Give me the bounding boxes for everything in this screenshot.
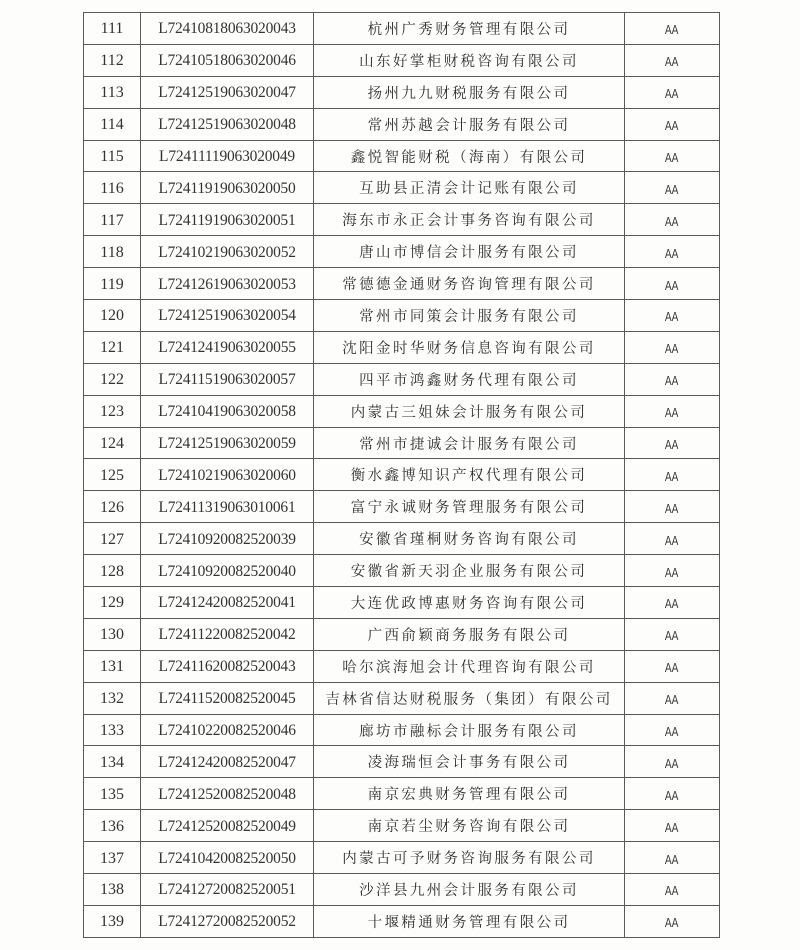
rating-grade: AA: [665, 724, 679, 740]
company-name: 南京宏典财务管理有限公司: [367, 787, 571, 804]
rating-grade: AA: [665, 692, 679, 708]
rating-grade-cell: [625, 108, 720, 140]
rating-grade-cell: [625, 746, 720, 778]
row-number: 120: [100, 307, 124, 325]
certificate-code-cell: [141, 427, 314, 459]
row-number-cell: [84, 459, 141, 491]
row-number: 121: [100, 339, 124, 357]
rating-grade-cell: [625, 459, 720, 491]
table-row: [84, 874, 720, 906]
row-number: 119: [100, 275, 124, 293]
table-row: [84, 268, 720, 300]
row-number-cell: [84, 555, 141, 587]
rating-grade-cell: [625, 842, 720, 874]
table-row: [84, 523, 720, 555]
certificate-code-cell: [141, 44, 314, 76]
company-name: 常州苏越会计服务有限公司: [367, 117, 571, 134]
row-number: 133: [100, 722, 124, 740]
rating-grade: AA: [665, 405, 679, 421]
rating-grade: AA: [665, 54, 679, 70]
certificate-code: L72410518063020046: [158, 52, 296, 70]
row-number-cell: [84, 331, 141, 363]
rating-grade: AA: [665, 245, 679, 261]
certificate-code-cell: [141, 76, 314, 108]
rating-grade: AA: [665, 150, 679, 165]
company-name-cell: [314, 905, 625, 937]
company-name: 凌海瑞恒会计事务有限公司: [367, 755, 571, 772]
rating-grade-cell: [625, 905, 720, 937]
certificate-code-cell: [141, 172, 314, 204]
company-name: 南京若尘财务咨询有限公司: [367, 819, 571, 836]
rating-grade: AA: [665, 468, 679, 484]
company-name: 吉林省信达财税服务（集团）有限公司: [325, 691, 613, 708]
certificate-code: L72411119063020049: [159, 148, 295, 165]
company-name: 富宁永诚财务管理服务有限公司: [350, 500, 588, 517]
rating-grade: AA: [665, 628, 679, 644]
company-name: 十堰精通财务管理有限公司: [367, 914, 571, 931]
table-row: [84, 204, 720, 236]
table-row: [84, 555, 720, 587]
table-row: [84, 778, 720, 810]
certificate-code: L72412419063020055: [158, 339, 296, 357]
company-name: 安徽省瑾桐财务咨询有限公司: [359, 532, 579, 549]
rating-grade: AA: [665, 532, 679, 548]
company-name: 常州市捷诚会计服务有限公司: [359, 436, 579, 453]
row-number-cell: [84, 108, 141, 140]
rating-grade-cell: [625, 300, 720, 332]
row-number: 129: [100, 594, 124, 612]
certificate-code: L72411919063020050: [158, 179, 296, 197]
row-number-cell: [84, 363, 141, 395]
company-name-cell: [314, 523, 625, 555]
company-name-cell: [314, 172, 625, 204]
row-number: 124: [100, 435, 124, 453]
certificate-code: L72411919063020051: [158, 211, 296, 229]
row-number-cell: [84, 427, 141, 459]
row-number: 126: [100, 498, 124, 516]
certificate-code-cell: [141, 395, 314, 427]
row-number-cell: [84, 842, 141, 874]
company-name-cell: [314, 778, 625, 810]
table-row: [84, 236, 720, 268]
company-name-cell: [314, 810, 625, 842]
rating-grade: AA: [665, 277, 679, 293]
table-row: [84, 682, 720, 714]
table-row: [84, 13, 720, 45]
rating-grade: AA: [665, 660, 679, 676]
row-number: 123: [100, 403, 124, 421]
rating-grade: AA: [665, 564, 679, 580]
company-name: 山东好掌柜财税咨询有限公司: [359, 53, 579, 70]
row-number-cell: [84, 44, 141, 76]
row-number-cell: [84, 76, 141, 108]
rating-grade: AA: [665, 437, 679, 453]
certificate-code-cell: [141, 618, 314, 650]
certificate-code: L72412420082520041: [158, 594, 296, 612]
row-number: 134: [100, 753, 124, 771]
certificate-code-cell: [141, 140, 314, 172]
rating-grade-cell: [625, 491, 720, 523]
table-row: [84, 140, 720, 172]
rating-grade-cell: [625, 555, 720, 587]
certificate-code-cell: [141, 268, 314, 300]
certificate-code: L72412519063020059: [158, 435, 296, 453]
certificate-code: L72410920082520040: [158, 562, 296, 580]
rating-grade: AA: [665, 213, 679, 229]
table-body: [84, 13, 720, 938]
row-number-cell: [84, 491, 141, 523]
row-number: 122: [100, 371, 124, 389]
rating-grade-cell: [625, 140, 720, 172]
certificate-code-cell: [141, 874, 314, 906]
company-name-cell: [314, 363, 625, 395]
table-row: [84, 172, 720, 204]
rating-grade: AA: [665, 181, 679, 197]
row-number: 128: [100, 562, 124, 580]
company-name-cell: [314, 714, 625, 746]
table-row: [84, 714, 720, 746]
company-name-cell: [314, 459, 625, 491]
rating-grade-cell: [625, 76, 720, 108]
company-name: 内蒙古可予财务咨询服务有限公司: [342, 851, 596, 868]
rating-grade: AA: [665, 851, 679, 867]
row-number-cell: [84, 650, 141, 682]
company-name-cell: [314, 13, 625, 45]
rating-grade-cell: [625, 778, 720, 810]
table-row: [84, 459, 720, 491]
company-name: 互助县正清会计记账有限公司: [359, 181, 579, 198]
company-name-cell: [314, 842, 625, 874]
table-row: [84, 842, 720, 874]
row-number-cell: [84, 236, 141, 268]
company-name-cell: [314, 204, 625, 236]
row-number: 130: [100, 626, 124, 644]
certificate-code: L72412720082520052: [158, 913, 296, 931]
row-number-cell: [84, 523, 141, 555]
certificate-code: L72411319063010061: [158, 498, 296, 516]
rating-grade: AA: [665, 118, 679, 134]
certificate-code-cell: [141, 13, 314, 45]
row-number: 136: [100, 817, 124, 835]
certificate-code: L72411520082520045: [158, 690, 296, 708]
rating-grade-cell: [625, 204, 720, 236]
rating-grade-cell: [625, 331, 720, 363]
rating-grade-cell: [625, 363, 720, 395]
company-name: 常德德金通财务咨询管理有限公司: [342, 277, 596, 294]
certificate-code: L72410220082520046: [158, 722, 296, 740]
row-number-cell: [84, 714, 141, 746]
certificate-code-cell: [141, 300, 314, 332]
company-name-cell: [314, 650, 625, 682]
company-name: 安徽省新天羽企业服务有限公司: [350, 564, 588, 581]
certificate-code: L72410219063020060: [158, 466, 296, 484]
rating-grade-cell: [625, 44, 720, 76]
company-name-cell: [314, 395, 625, 427]
company-name-cell: [314, 76, 625, 108]
rating-grade: AA: [665, 883, 679, 899]
company-name-cell: [314, 140, 625, 172]
company-name: 唐山市博信会计服务有限公司: [359, 245, 579, 262]
company-name: 广西俞颖商务服务有限公司: [367, 627, 571, 644]
company-name-cell: [314, 682, 625, 714]
rating-grade: AA: [665, 819, 679, 835]
rating-grade: AA: [665, 787, 679, 803]
row-number-cell: [84, 746, 141, 778]
row-number-cell: [84, 810, 141, 842]
row-number-cell: [84, 140, 141, 172]
table-row: [84, 76, 720, 108]
row-number: 131: [100, 658, 124, 676]
certificate-code-cell: [141, 555, 314, 587]
certificate-code: L72412520082520048: [158, 785, 296, 803]
certificate-code: L72412519063020047: [158, 84, 296, 102]
certificate-code-cell: [141, 650, 314, 682]
company-name-cell: [314, 268, 625, 300]
table-row: [84, 108, 720, 140]
company-name: 大连优政博惠财务咨询有限公司: [350, 595, 588, 612]
table-row: [84, 491, 720, 523]
certificate-code: L72410219063020052: [158, 243, 296, 261]
certificate-code-cell: [141, 331, 314, 363]
rating-grade-cell: [625, 650, 720, 682]
table-row: [84, 650, 720, 682]
table-row: [84, 395, 720, 427]
row-number-cell: [84, 682, 141, 714]
company-name: 扬州九九财税服务有限公司: [367, 85, 571, 102]
table-row: [84, 44, 720, 76]
certificate-code-cell: [141, 204, 314, 236]
row-number: 132: [100, 690, 124, 708]
row-number-cell: [84, 874, 141, 906]
rating-grade-cell: [625, 618, 720, 650]
row-number: 116: [100, 179, 124, 197]
row-number-cell: [84, 587, 141, 619]
table-row: [84, 300, 720, 332]
certificate-code: L72412520082520049: [158, 817, 296, 835]
row-number-cell: [84, 172, 141, 204]
company-name: 哈尔滨海旭会计代理咨询有限公司: [342, 659, 596, 676]
row-number: 114: [100, 116, 124, 134]
company-name-cell: [314, 746, 625, 778]
table-row: [84, 905, 720, 937]
row-number-cell: [84, 395, 141, 427]
certificate-code-cell: [141, 363, 314, 395]
row-number-cell: [84, 204, 141, 236]
certificate-code-cell: [141, 108, 314, 140]
company-name-cell: [314, 618, 625, 650]
row-number-cell: [84, 300, 141, 332]
company-name-cell: [314, 587, 625, 619]
row-number: 127: [100, 530, 124, 548]
company-name-cell: [314, 108, 625, 140]
company-name-cell: [314, 300, 625, 332]
rating-grade: AA: [665, 915, 679, 931]
certificate-code: L72412420082520047: [158, 753, 296, 771]
company-name-cell: [314, 331, 625, 363]
company-name: 四平市鸿鑫财务代理有限公司: [359, 372, 579, 389]
rating-grade: AA: [665, 755, 679, 771]
company-name-cell: [314, 44, 625, 76]
row-number: 112: [100, 52, 124, 70]
row-number-cell: [84, 905, 141, 937]
rating-grade-cell: [625, 427, 720, 459]
company-rating-table: [83, 12, 720, 938]
certificate-code-cell: [141, 682, 314, 714]
certificate-code: L72410818063020043: [158, 20, 296, 38]
certificate-code-cell: [141, 491, 314, 523]
certificate-code: L72410420082520050: [158, 849, 296, 867]
row-number-cell: [84, 13, 141, 45]
row-number: 135: [100, 785, 124, 803]
rating-grade: AA: [665, 373, 679, 389]
rating-grade: AA: [665, 86, 679, 102]
table-row: [84, 810, 720, 842]
company-name: 常州市同策会计服务有限公司: [359, 308, 579, 325]
rating-grade: AA: [665, 500, 679, 516]
row-number: 111: [100, 20, 124, 38]
certificate-code-cell: [141, 236, 314, 268]
certificate-code: L72412519063020054: [158, 307, 296, 325]
certificate-code-cell: [141, 714, 314, 746]
rating-grade-cell: [625, 268, 720, 300]
rating-grade-cell: [625, 13, 720, 45]
certificate-code-cell: [141, 746, 314, 778]
company-name: 海东市永正会计事务咨询有限公司: [342, 213, 596, 230]
company-name: 杭州广秀财务管理有限公司: [367, 21, 571, 38]
certificate-code-cell: [141, 810, 314, 842]
rating-grade: AA: [665, 22, 679, 38]
certificate-code-cell: [141, 842, 314, 874]
row-number: 115: [100, 148, 124, 165]
certificate-code: L72410920082520039: [158, 530, 296, 548]
certificate-code: L72411220082520042: [158, 626, 296, 644]
company-name: 廊坊市融标会计服务有限公司: [359, 723, 579, 740]
certificate-code: L72410419063020058: [158, 403, 296, 421]
rating-grade-cell: [625, 236, 720, 268]
certificate-code: L72412720082520051: [158, 881, 296, 899]
rating-grade-cell: [625, 810, 720, 842]
company-name-cell: [314, 555, 625, 587]
table-row: [84, 427, 720, 459]
rating-grade-cell: [625, 172, 720, 204]
company-name-cell: [314, 427, 625, 459]
company-name: 沈阳金时华财务信息咨询有限公司: [342, 340, 596, 357]
row-number: 138: [100, 881, 124, 899]
company-name-cell: [314, 874, 625, 906]
rating-grade-cell: [625, 523, 720, 555]
table-row: [84, 746, 720, 778]
certificate-code-cell: [141, 459, 314, 491]
company-name-cell: [314, 236, 625, 268]
certificate-code: L72411519063020057: [158, 371, 296, 389]
certificate-code-cell: [141, 523, 314, 555]
certificate-code: L72412619063020053: [158, 275, 296, 293]
rating-grade-cell: [625, 874, 720, 906]
row-number: 125: [100, 466, 124, 484]
table-row: [84, 363, 720, 395]
table-row: [84, 618, 720, 650]
certificate-code-cell: [141, 778, 314, 810]
rating-grade: AA: [665, 309, 679, 325]
rating-grade-cell: [625, 587, 720, 619]
rating-grade-cell: [625, 714, 720, 746]
company-name-cell: [314, 491, 625, 523]
row-number: 137: [100, 849, 124, 867]
row-number: 113: [100, 84, 124, 102]
row-number: 118: [100, 243, 124, 261]
row-number-cell: [84, 778, 141, 810]
company-name: 内蒙古三姐妹会计服务有限公司: [350, 404, 588, 421]
rating-grade-cell: [625, 682, 720, 714]
table-row: [84, 331, 720, 363]
rating-grade: AA: [665, 341, 679, 357]
row-number: 139: [100, 913, 124, 931]
table-row: [84, 587, 720, 619]
certificate-code: L72411620082520043: [158, 658, 296, 676]
company-name: 鑫悦智能财税（海南）有限公司: [350, 149, 588, 166]
rating-grade: AA: [665, 596, 679, 612]
company-name: 沙洋县九州会计服务有限公司: [359, 882, 579, 899]
company-name: 衡水鑫博知识产权代理有限公司: [350, 468, 588, 485]
certificate-code-cell: [141, 587, 314, 619]
certificate-code-cell: [141, 905, 314, 937]
row-number-cell: [84, 268, 141, 300]
certificate-code: L72412519063020048: [158, 116, 296, 134]
rating-grade-cell: [625, 395, 720, 427]
row-number: 117: [100, 211, 124, 229]
row-number-cell: [84, 618, 141, 650]
